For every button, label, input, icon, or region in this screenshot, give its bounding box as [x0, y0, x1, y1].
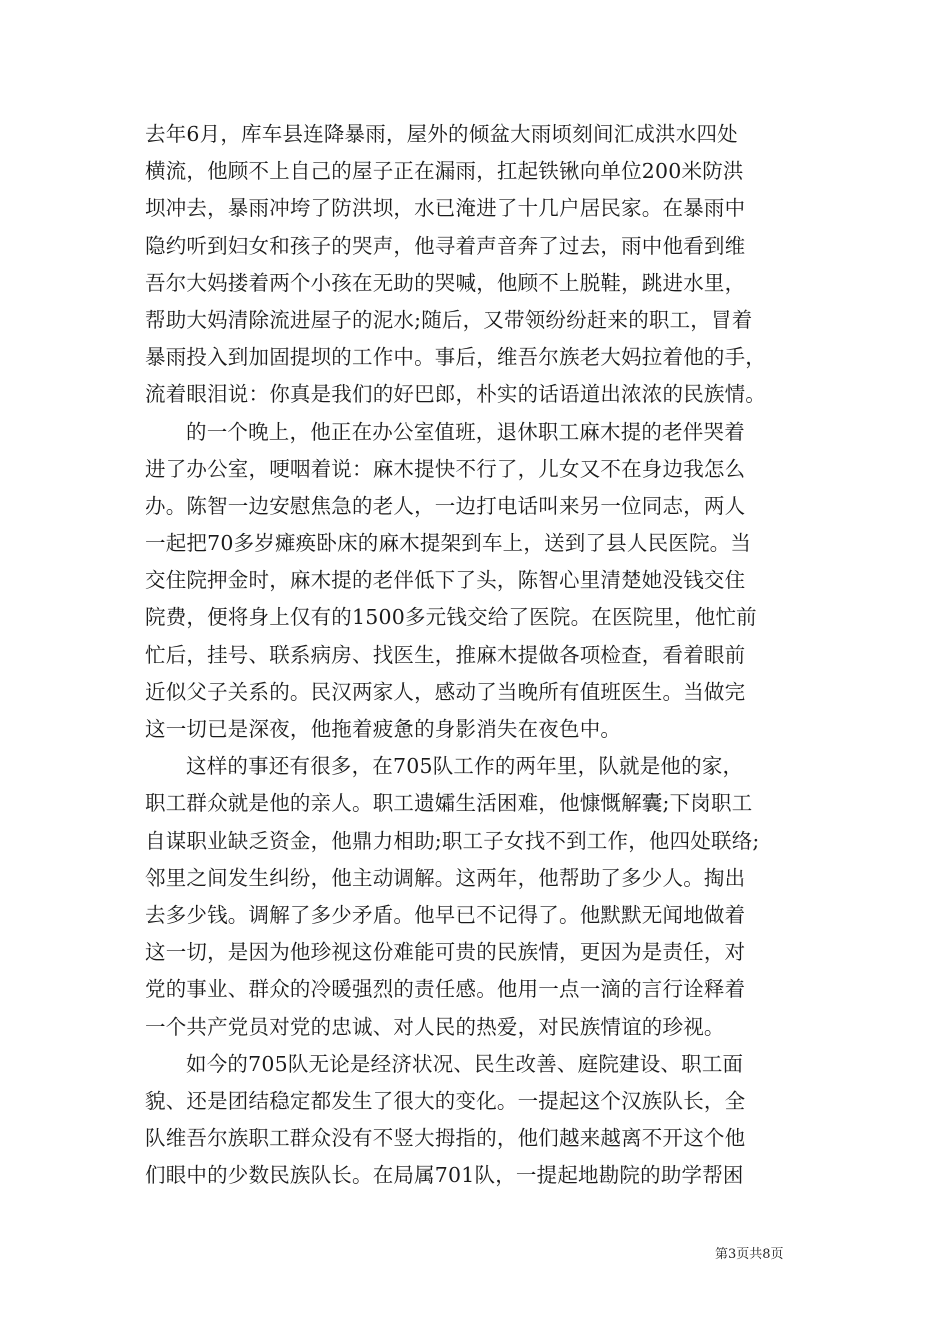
- paragraph-start-line: 这样的事还有很多，在705队工作的两年里，队就是他的家，: [186, 754, 744, 779]
- text-line: 邻里之间发生纠纷，他主动调解。这两年，他帮助了多少人。掏出: [145, 865, 746, 890]
- text-line: 隐约听到妇女和孩子的哭声，他寻着声音奔了过去，雨中他看到维: [145, 233, 746, 258]
- paragraph-start-line: 如今的705队无论是经济状况、民生改善、庭院建设、职工面: [186, 1051, 744, 1076]
- text-line: 吾尔大妈搂着两个小孩在无助的哭喊，他顾不上脱鞋，跳进水里，: [145, 270, 746, 295]
- text-line: 横流，他顾不上自己的屋子正在漏雨，扛起铁锹向单位200米防洪: [145, 159, 744, 184]
- page-number-footer: 第3页共8页: [715, 1247, 784, 1262]
- text-line: 去多少钱。调解了多少矛盾。他早已不记得了。他默默无闻地做着: [145, 902, 746, 927]
- text-line: 院费，便将身上仅有的1500多元钱交给了医院。在医院里，他忙前: [145, 605, 757, 630]
- text-line: 职工群众就是他的亲人。职工遗孀生活困难，他慷慨解囊;下岗职工: [145, 791, 753, 816]
- text-line: 进了办公室，哽咽着说：麻木提快不行了，儿女又不在身边我怎么: [145, 456, 746, 481]
- text-line: 一起把70多岁瘫痪卧床的麻木提架到车上，送到了县人民医院。当: [145, 531, 752, 556]
- text-line: 暴雨投入到加固提坝的工作中。事后，维吾尔族老大妈拉着他的手，: [145, 345, 766, 370]
- paragraph-start-line: 的一个晚上，他正在办公室值班，退休职工麻木提的老伴哭着: [186, 419, 745, 444]
- text-line: 坝冲去，暴雨冲垮了防洪坝，水已淹进了十几户居民家。在暴雨中: [145, 196, 746, 221]
- text-line: 们眼中的少数民族队长。在局属701队，一提起地勘院的助学帮困: [145, 1163, 744, 1188]
- text-line: 党的事业、群众的冷暖强烈的责任感。他用一点一滴的言行诠释着: [145, 977, 746, 1002]
- text-line: 去年6月，库车县连降暴雨，屋外的倾盆大雨顷刻间汇成洪水四处: [145, 122, 738, 146]
- text-line: 这一切，是因为他珍视这份难能可贵的民族情，更因为是责任，对: [145, 940, 746, 965]
- text-line: 忙后，挂号、联系病房、找医生，推麻木提做各项检查，看着眼前: [145, 642, 746, 667]
- text-line: 一个共产党员对党的忠诚、对人民的热爱，对民族情谊的珍视。: [145, 1014, 725, 1039]
- text-line: 近似父子关系的。民汉两家人，感动了当晚所有值班医生。当做完: [145, 679, 746, 704]
- text-line: 貌、还是团结稳定都发生了很大的变化。一提起这个汉族队长，全: [145, 1088, 746, 1113]
- text-line: 队维吾尔族职工群众没有不竖大拇指的，他们越来越离不开这个他: [145, 1126, 746, 1151]
- text-line: 流着眼泪说：你真是我们的好巴郎，朴实的话语道出浓浓的民族情。: [145, 382, 766, 407]
- text-line: 办。陈智一边安慰焦急的老人，一边打电话叫来另一位同志，两人: [145, 493, 746, 518]
- text-line: 帮助大妈清除流进屋子的泥水;随后，又带领纷纷赶来的职工，冒着: [145, 307, 753, 332]
- text-line: 这一切已是深夜，他拖着疲惫的身影消失在夜色中。: [145, 717, 622, 741]
- text-line: 自谋职业缺乏资金，他鼎力相助;职工子女找不到工作，他四处联络;: [145, 828, 760, 853]
- text-line: 交住院押金时，麻木提的老伴低下了头，陈智心里清楚她没钱交住: [145, 568, 746, 593]
- document-body: [145, 116, 811, 1194]
